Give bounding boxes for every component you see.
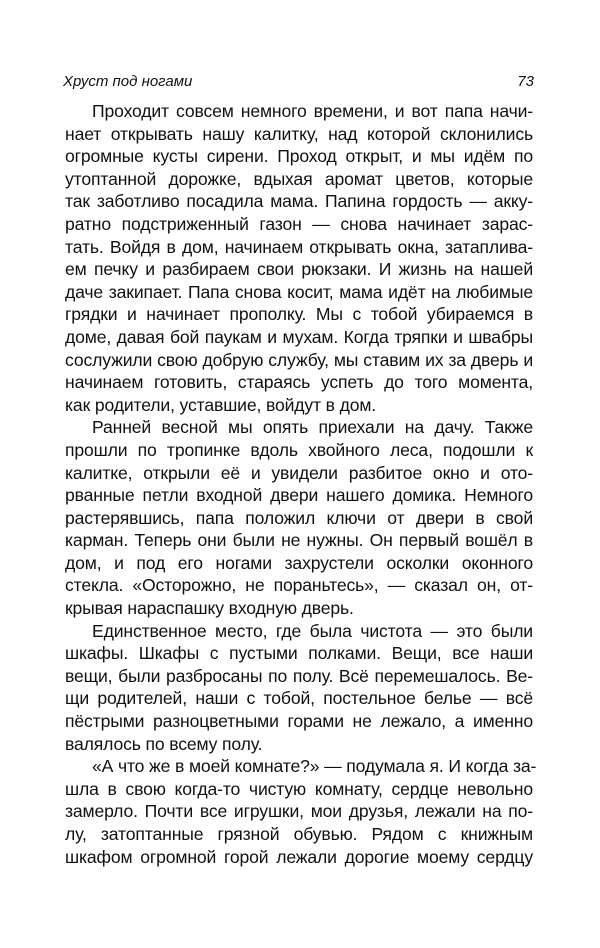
text-line: нает открывать нашу калитку, над которой склонились bbox=[65, 123, 533, 144]
text-line: как родители, уставшие, войдут в дом. bbox=[65, 394, 377, 415]
text-line: шла в свою когда-то чистую комнату, сердце невольно bbox=[65, 778, 533, 799]
paragraph bbox=[65, 100, 533, 416]
running-title: Хруст под ногами bbox=[63, 73, 193, 90]
text-line: прошли по тропинке вдоль хвойного леса, подошли к bbox=[65, 439, 533, 460]
text-line: даче закипает. Папа снова косит, мама идёт на любимые bbox=[65, 281, 533, 302]
text-line: тать. Войдя в дом, начинаем открывать окна, затаплива- bbox=[65, 236, 533, 257]
text-line: лу, затоптанные грязной обувью. Рядом с книжным bbox=[65, 824, 533, 844]
text-line: дом, и под его ногами захрустели осколки оконного bbox=[65, 552, 533, 573]
text-line: «А что же в моей комнате?» — подумала я. И когда за- bbox=[92, 756, 537, 777]
text-line: калитке, открыли её и увидели разбитое окно и ото- bbox=[65, 462, 533, 483]
text-line: стекла. «Осторожно, не пораньтесь», — сказал он, от- bbox=[65, 575, 533, 596]
text-line: огромные кусты сирени. Проход открыт, и мы идём по bbox=[65, 146, 533, 167]
text-line: замерло. Почти все игрушки, мои друзья, лежали на по- bbox=[65, 801, 533, 822]
text-line: пёстрыми разноцветными горами не лежало, а именно bbox=[65, 711, 533, 732]
text-line: ратно подстриженный газон — снова начинает зарас- bbox=[65, 213, 533, 234]
text-line: крывая нараспашку входную дверь. bbox=[65, 598, 354, 619]
text-line: рванные петли входной двери нашего домика. Немного bbox=[65, 485, 533, 506]
text-line: начинаем готовить, стараясь успеть до того момента, bbox=[65, 372, 533, 393]
paragraph bbox=[65, 416, 533, 619]
text-line: вещи, были разбросаны по полу. Всё перемешалось. Ве- bbox=[65, 665, 533, 686]
paragraph bbox=[65, 755, 537, 868]
text-line: ем печку и разбираем свои рюкзаки. И жизнь на нашей bbox=[65, 259, 533, 280]
text-line: шкафы. Шкафы с пустыми полками. Вещи, все наши bbox=[65, 643, 533, 664]
running-head bbox=[63, 71, 534, 93]
paragraph bbox=[65, 620, 533, 756]
text-line: Проходит совсем немного времени, и вот папа начи- bbox=[92, 101, 533, 121]
page-number: 73 bbox=[517, 73, 534, 90]
text-line: Ранней весной мы опять приехали на дачу. Также bbox=[92, 417, 533, 438]
text-line: так заботливо посадила мама. Папина гордость — акку- bbox=[65, 191, 533, 212]
text-line: карман. Теперь они были не нужны. Он первый вошёл в bbox=[65, 530, 533, 551]
text-line: валялось по всему полу. bbox=[65, 733, 263, 754]
text-line: растерявшись, папа положил ключи от двери в свой bbox=[65, 507, 533, 528]
text-line: утоптанной дорожке, вдыхая аромат цветов, которые bbox=[65, 168, 533, 189]
body-text bbox=[65, 100, 537, 868]
text-line: сослужили свою добрую службу, мы ставим их за дверь и bbox=[65, 349, 533, 370]
text-line: щи родителей, наши с тобой, постельное белье — всё bbox=[65, 688, 533, 709]
text-line: грядки и начинает прополку. Мы с тобой убираемся в bbox=[65, 304, 533, 325]
text-line: шкафом огромной горой лежали дорогие моему сердцу bbox=[65, 846, 533, 867]
text-line: доме, давая бой паукам и мухам. Когда тряпки и швабры bbox=[65, 326, 533, 347]
text-line: Единственное место, где была чистота — это были bbox=[92, 620, 533, 641]
